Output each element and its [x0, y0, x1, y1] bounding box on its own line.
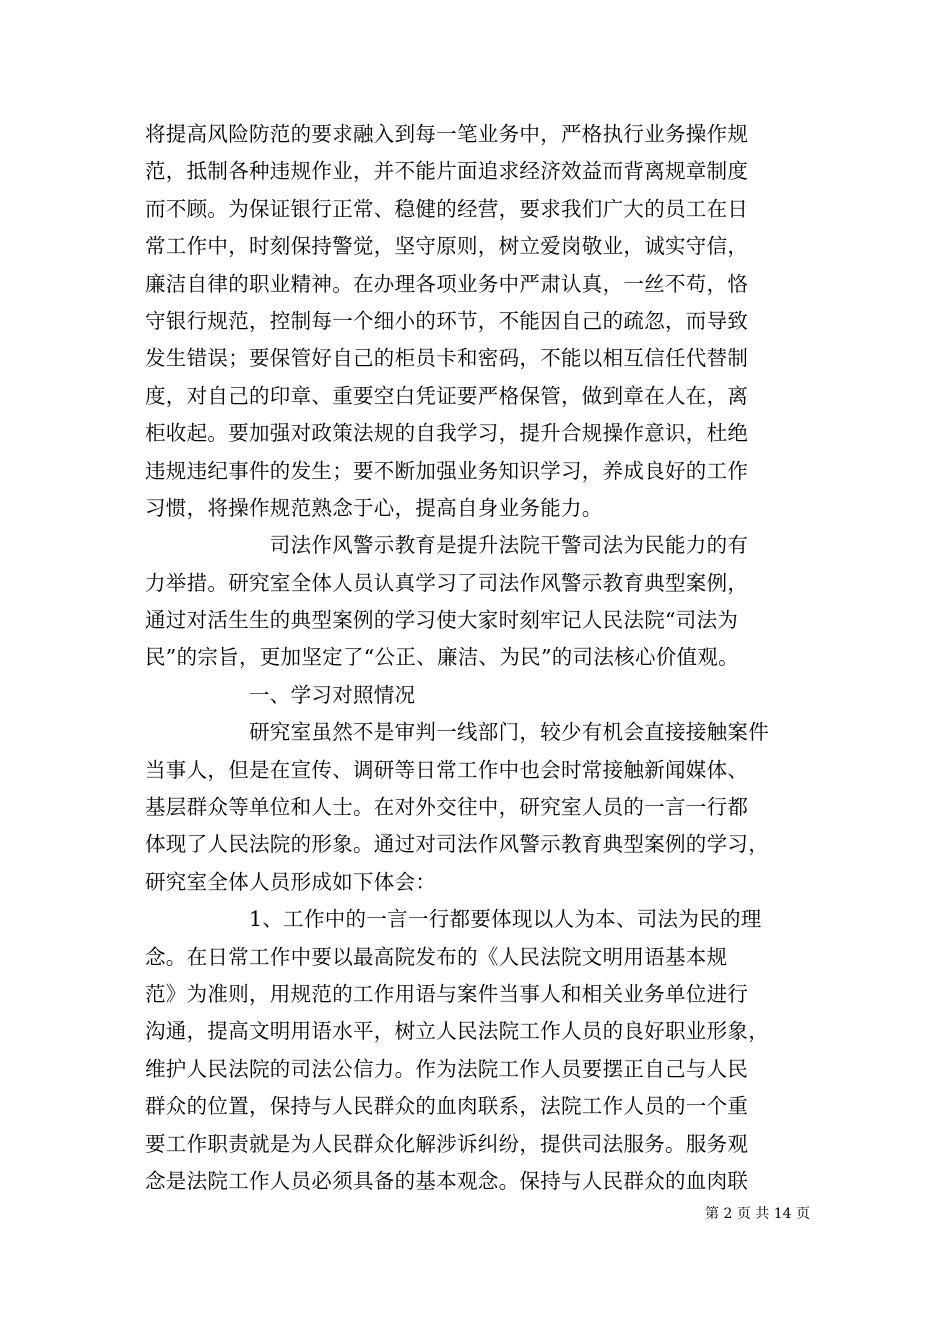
text-line: 当事人，但是在宣传、调研等日常工作中也会时常接触新闻媒体、: [145, 757, 749, 782]
text-line: 群众的位置，保持与人民群众的血肉联系，法院工作人员的一个重: [145, 1094, 749, 1119]
text-line: 违规违纪事件的发生；要不断加强业务知识学习，养成良好的工作: [145, 458, 749, 483]
text-line: 要工作职责就是为人民群众化解涉诉纠纷，提供司法服务。服务观: [145, 1131, 749, 1156]
text-line: 研究室虽然不是审判一线部门，较少有机会直接接触案件: [145, 720, 769, 745]
text-line: 司法作风警示教育是提升法院干警司法为民能力的有: [145, 533, 749, 558]
text-line: 习惯，将操作规范熟念于心，提高自身业务能力。: [145, 495, 603, 520]
text-line: 发生错误；要保管好自己的柜员卡和密码，不能以相互信任代替制: [145, 346, 749, 371]
text-line: 守银行规范，控制每一个细小的环节，不能因自己的疏忽，而导致: [145, 308, 749, 333]
text-line: 研究室全体人员形成如下体会：: [145, 869, 437, 894]
text-line: 力举措。研究室全体人员认真学习了司法作风警示教育典型案例，: [145, 570, 749, 595]
section-heading: 一、学习对照情况: [145, 682, 416, 707]
text-line: 通过对活生生的典型案例的学习使大家时刻牢记人民法院“司法为: [145, 608, 739, 633]
text-line: 廉洁自律的职业精神。在办理各项业务中严肃认真，一丝不苟，恪: [145, 271, 749, 296]
text-line: 民”的宗旨，更加坚定了“公正、廉洁、为民”的司法核心价值观。: [145, 645, 739, 670]
text-line: 而不顾。为保证银行正常、稳健的经营，要求我们广大的员工在日: [145, 196, 749, 221]
document-body: [145, 116, 825, 1200]
text-line: 范》为准则，用规范的工作用语与案件当事人和相关业务单位进行: [145, 981, 749, 1006]
text-line: 柜收起。要加强对政策法规的自我学习，提升合规操作意识，杜绝: [145, 421, 749, 446]
text-line: 体现了人民法院的形象。通过对司法作风警示教育典型案例的学习，: [145, 832, 769, 857]
text-line: 度，对自己的印章、重要空白凭证要严格保管，做到章在人在，离: [145, 383, 749, 408]
text-line: 基层群众等单位和人士。在对外交往中，研究室人员的一言一行都: [145, 795, 749, 820]
text-line: 维护人民法院的司法公信力。作为法院工作人员要摆正自己与人民: [145, 1056, 749, 1081]
text-line: 将提高风险防范的要求融入到每一笔业务中，严格执行业务操作规: [145, 122, 749, 146]
text-line: 沟通，提高文明用语水平，树立人民法院工作人员的良好职业形象，: [145, 1019, 769, 1044]
text-line: 范，抵制各种违规作业，并不能片面追求经济效益而背离规章制度: [145, 159, 749, 184]
page-number: 第 2 页 共 14 页: [705, 1206, 810, 1222]
text-line: 念是法院工作人员必须具备的基本观念。保持与人民群众的血肉联: [145, 1168, 749, 1193]
text-line: 念。在日常工作中要以最高院发布的《人民法院文明用语基本规: [145, 944, 728, 969]
text-line: 1、工作中的一言一行都要体现以人为本、司法为民的理: [145, 907, 762, 932]
text-line: 常工作中，时刻保持警觉，坚守原则，树立爱岗敬业，诚实守信，: [145, 234, 749, 259]
